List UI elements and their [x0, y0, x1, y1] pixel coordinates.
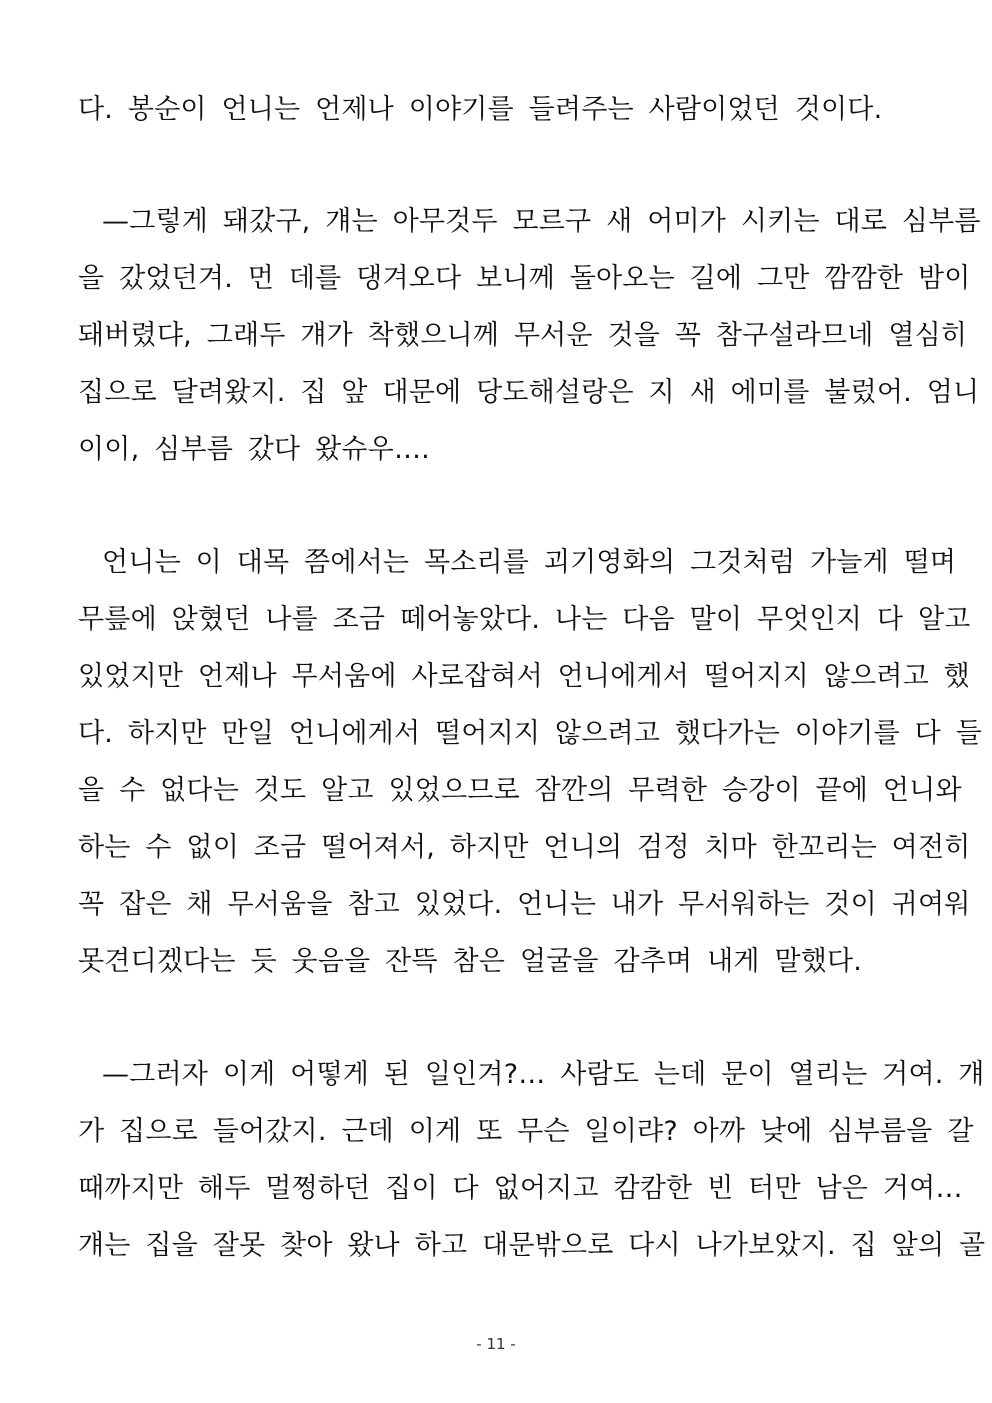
text-line: 을 갔었던겨. 먼 데를 댕겨오다 보니께 돌아오는 길에 그만 깜깜한 밤이 [78, 263, 971, 294]
text-line: 언니는 이 대목 쯤에서는 목소리를 괴기영화의 그것처럼 가늘게 떨며 [102, 547, 957, 578]
text-line: 돼버렸댜, 그래두 걔가 착했으니께 무서운 것을 꼭 참구설라므네 열심히 [78, 320, 968, 351]
text-line: 가 집으로 들어갔지. 근데 이게 또 무슨 일이랴? 아까 낮에 심부름을 갈 [78, 1116, 974, 1147]
text-line: 꼭 잡은 채 무서움을 참고 있었다. 언니는 내가 무서워하는 것이 귀여워 [78, 889, 971, 920]
text-line: 걔는 집을 잘못 찾아 왔나 하고 대문밖으로 다시 나가보았지. 집 앞의 골 [78, 1230, 986, 1261]
text-line: 못견디겠다는 듯 웃음을 잔뜩 참은 얼굴을 감추며 내게 말했다. [78, 946, 863, 977]
text-line: 다. 봉순이 언니는 언제나 이야기를 들려주는 사람이었던 것이다. [78, 94, 883, 125]
text-line: 때까지만 해두 멀쩡하던 집이 다 없어지고 캄캄한 빈 터만 남은 거여… [78, 1173, 963, 1204]
text-line: 이이, 심부름 갔다 왔슈우…. [78, 434, 430, 465]
text-line: 집으로 달려왔지. 집 앞 대문에 당도해설랑은 지 새 에미를 불렀어. 엄니 [78, 377, 980, 408]
text-line: 을 수 없다는 것도 알고 있었으므로 잠깐의 무력한 승강이 끝에 언니와 [78, 775, 962, 806]
text-line: 있었지만 언제나 무서움에 사로잡혀서 언니에게서 떨어지지 않으려고 했 [78, 661, 970, 692]
text-line: 하는 수 없이 조금 떨어져서, 하지만 언니의 검정 치마 한꼬리는 여전히 [78, 832, 971, 863]
text-line: 무릎에 앉혔던 나를 조금 떼어놓았다. 나는 다음 말이 무엇인지 다 알고 [78, 604, 971, 635]
page-number: - 11 - [476, 1335, 516, 1353]
text-line: —그러자 이게 어떻게 된 일인겨?… 사람도 는데 문이 열리는 거여. 걔 [102, 1059, 985, 1090]
text-line: 다. 하지만 만일 언니에게서 떨어지지 않으려고 했다가는 이야기를 다 들 [78, 718, 983, 749]
text-line: —그렇게 돼갔구, 걔는 아무것두 모르구 새 어미가 시키는 대로 심부름 [102, 206, 981, 237]
